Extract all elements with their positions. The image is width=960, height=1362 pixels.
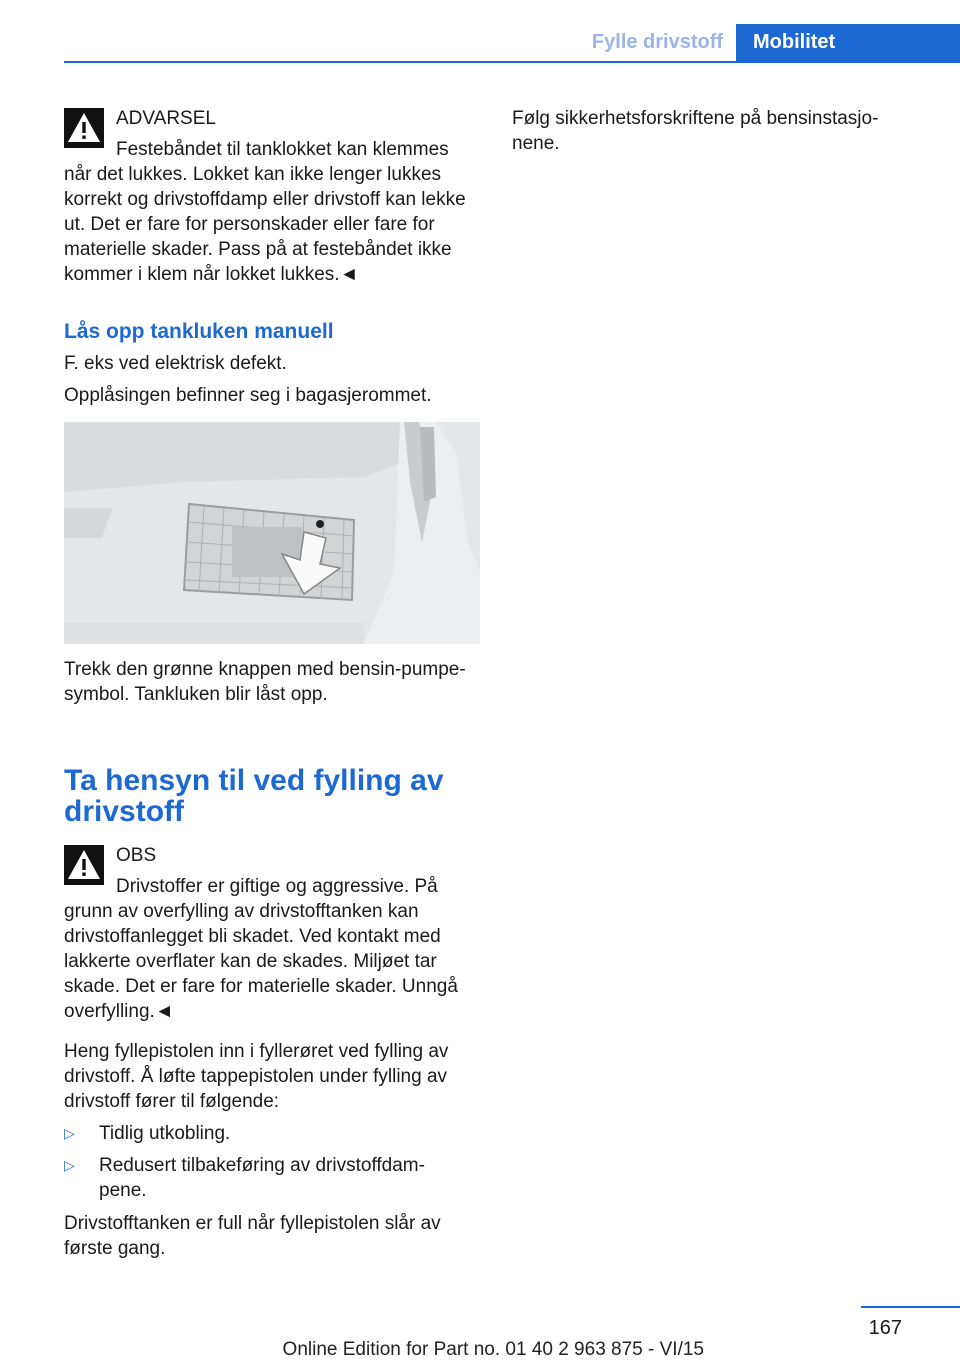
paragraph: F. eks ved elektrisk defekt. — [64, 353, 287, 374]
paragraph: Opplåsingen befinner seg i bagasjerommet. — [64, 385, 432, 406]
header-section-tab[interactable]: Fylle drivstoff — [591, 31, 724, 53]
list-item — [64, 1121, 484, 1146]
bullet-triangle-icon: ▷ — [64, 1125, 75, 1141]
warning-text: når det lukkes. Lokket kan ikke lenger lukkes korrekt og drivstoffdamp eller drivstoff kan lekke ut. Det er fare for personskader eller fare for materielle skader. Pass på at festebåndet ikke kommer i klem når lokket lukkes.◄ — [64, 164, 466, 285]
trunk-illustration — [64, 422, 480, 644]
header-rule — [64, 61, 960, 63]
paragraph: Følg sikkerhetsforskriftene på bensinstasjo-nene. — [512, 108, 879, 154]
page-number: 167 — [868, 1317, 902, 1339]
caption: Trekk den grønne knappen med bensin-pumpe-symbol. Tankluken blir låst opp. — [64, 659, 466, 705]
list-item — [64, 1153, 484, 1203]
warning-icon — [64, 845, 104, 885]
notice-lead: Drivstoffer er giftige og aggressive. På — [116, 876, 438, 897]
section-heading-refuel: Ta hensyn til ved fylling av drivstoff — [64, 764, 444, 828]
paragraph: Heng fyllepistolen inn i fyllerøret ved fylling av drivstoff. Å løfte tappepistolen under fylling av drivstoff fører til følgende: — [64, 1041, 449, 1112]
bullet-triangle-icon: ▷ — [64, 1157, 75, 1173]
notice-title: OBS — [116, 845, 157, 866]
notice-text: grunn av overfylling av drivstofftanken kan drivstoffanlegget bli skadet. Ved kontakt med lakkerte overflater kan de skades. Miljøet tar skade. Det er fare for materielle skader. Unngå overfylling.◄ — [64, 901, 458, 1022]
warning-icon — [64, 108, 104, 148]
header-chapter-tab[interactable]: Mobilitet — [736, 24, 960, 61]
notice-block — [64, 843, 484, 1024]
paragraph: Drivstofftanken er full når fyllepistolen slår av første gang. — [64, 1213, 441, 1259]
section-heading-unlock: Lås opp tankluken manuell — [64, 320, 334, 343]
footer-edition: Online Edition for Part no. 01 40 2 963 875 - VI/15 — [282, 1339, 704, 1360]
list-item-text: Tidlig utkobling. — [99, 1123, 231, 1144]
warning-block — [64, 106, 484, 287]
warning-lead: Festebåndet til tanklokket kan klemmes — [116, 139, 449, 160]
warning-title: ADVARSEL — [116, 108, 216, 129]
footer-rule — [861, 1306, 960, 1308]
list-item-text: Redusert tilbakeføring av drivstoffdam-pene. — [99, 1155, 425, 1201]
